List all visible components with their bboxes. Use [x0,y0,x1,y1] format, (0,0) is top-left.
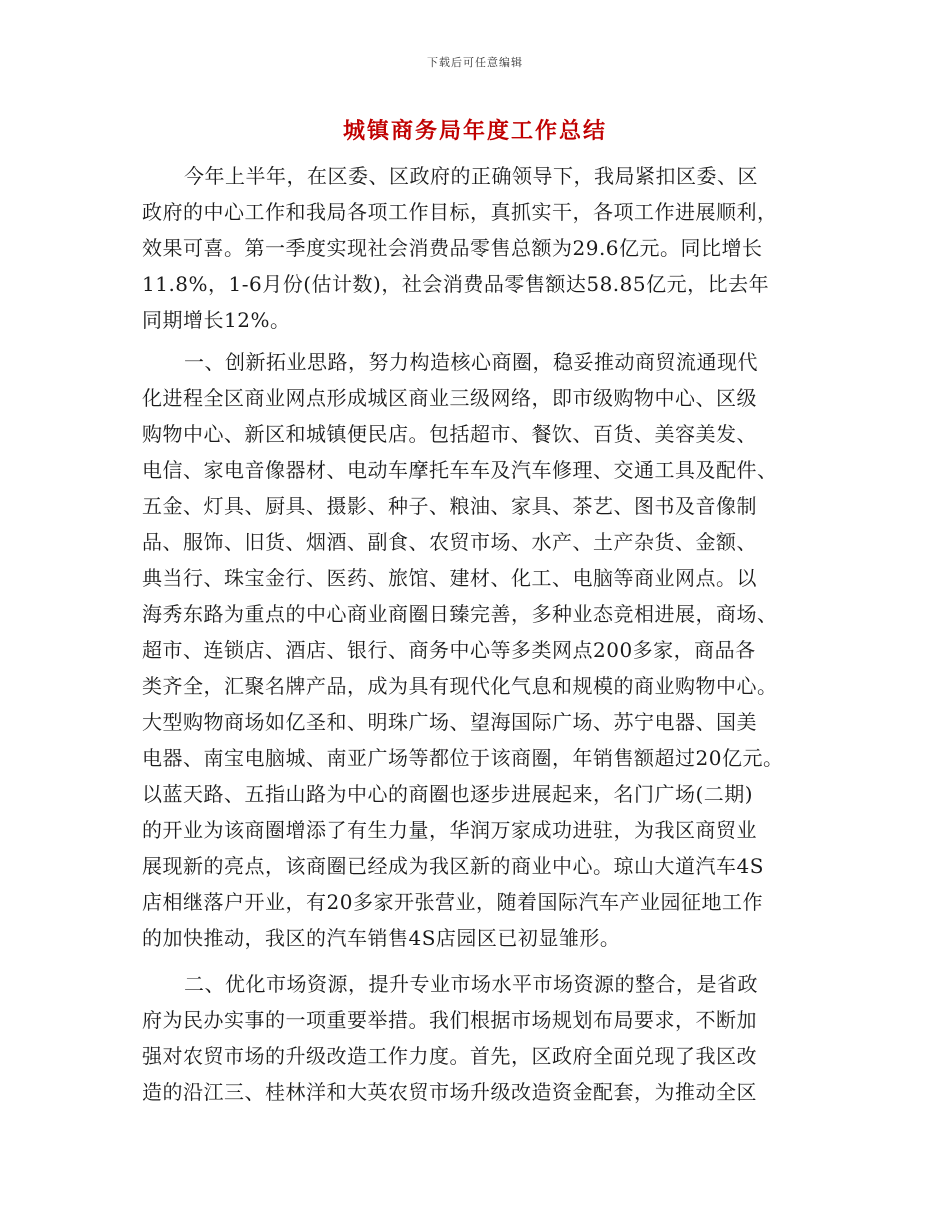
text-line: 政府的中心工作和我局各项工作目标，真抓实干，各项工作进展顺利， [142,200,778,224]
text-line: 今年上半年，在区委、区政府的正确领导下，我局紧扣区委、区 [184,164,758,188]
text-line: 造的沿江三、桂林洋和大英农贸市场升级改造资金配套，为推动全区 [142,1080,757,1104]
document-body [142,158,808,1114]
text-line: 超市、连锁店、酒店、银行、商务中心等多类网点200多家，商品各 [142,638,756,662]
text-line: 海秀东路为重点的中心商业商圈日臻完善，多种业态竞相进展，商场、 [142,602,778,626]
text-line: 11.8%，1-6月份(估计数)，社会消费品零售额达58.85亿元，比去年 [142,272,770,296]
text-line: 的开业为该商圈增添了有生力量，华润万家成功进驻，为我区商贸业 [142,818,757,842]
document-title: 城镇商务局年度工作总结 [342,118,607,144]
paragraph-2 [142,344,808,956]
text-line: 一、创新拓业思路，努力构造核心商圈，稳妥推动商贸流通现代 [184,350,758,374]
paragraph-1 [142,158,808,338]
text-line: 强对农贸市场的升级改造工作力度。首先，区政府全面兑现了我区改 [142,1044,757,1068]
text-line: 二、优化市场资源，提升专业市场水平市场资源的整合，是省政 [184,972,758,996]
text-line: 的加快推动，我区的汽车销售4S店园区已初显雏形。 [142,926,621,950]
text-line: 店相继落户开业，有20多家开张营业，随着国际汽车产业园征地工作 [142,890,763,914]
text-line: 类齐全，汇聚名牌产品，成为具有现代化气息和规模的商业购物中心。 [142,674,778,698]
page-header-note: 下载后可任意编辑 [427,56,523,69]
text-line: 购物中心、新区和城镇便民店。包括超市、餐饮、百货、美容美发、 [142,422,757,446]
text-line: 电器、南宝电脑城、南亚广场等都位于该商圈，年销售额超过20亿元。 [142,746,784,770]
paragraph-3 [142,966,808,1110]
text-line: 以蓝天路、五指山路为中心的商圈也逐步进展起来，名门广场(二期) [142,782,754,806]
text-line: 大型购物商场如亿圣和、明珠广场、望海国际广场、苏宁电器、国美 [142,710,757,734]
text-line: 效果可喜。第一季度实现社会消费品零售总额为29.6亿元。同比增长 [142,236,763,260]
text-line: 电信、家电音像器材、电动车摩托车车及汽车修理、交通工具及配件、 [142,458,778,482]
text-line: 同期增长12%。 [142,308,291,332]
text-line: 展现新的亮点，该商圈已经成为我区新的商业中心。琼山大道汽车4S [142,854,764,878]
text-line: 府为民办实事的一项重要举措。我们根据市场规划布局要求，不断加 [142,1008,757,1032]
text-line: 品、服饰、旧货、烟酒、副食、农贸市场、水产、土产杂货、金额、 [142,530,757,554]
text-line: 典当行、珠宝金行、医药、旅馆、建材、化工、电脑等商业网点。以 [142,566,757,590]
text-line: 五金、灯具、厨具、摄影、种子、粮油、家具、茶艺、图书及音像制 [142,494,757,518]
text-line: 化进程全区商业网点形成城区商业三级网络，即市级购物中心、区级 [142,386,757,410]
